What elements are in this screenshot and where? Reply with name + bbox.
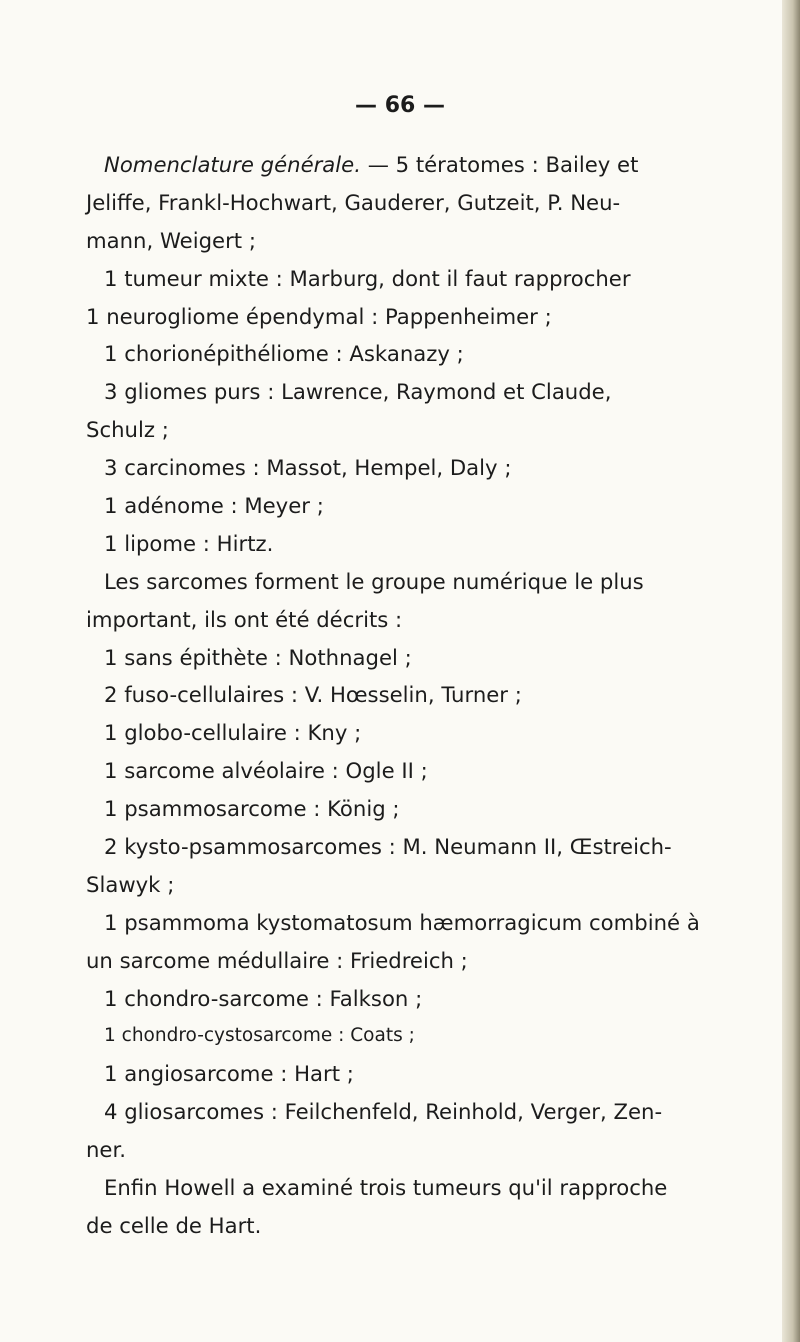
text-line: mann, Weigert ; <box>86 227 256 253</box>
text-line: 1 lipome : Hirtz. <box>104 530 274 556</box>
text-line: Schulz ; <box>86 417 169 443</box>
text-line: 1 sans épithète : Nothnagel ; <box>104 644 412 670</box>
text-line: 3 carcinomes : Massot, Hempel, Daly ; <box>104 455 512 481</box>
text-line: 1 adénome : Meyer ; <box>104 493 324 519</box>
page-edge-shadow <box>782 0 800 1342</box>
text-line: Les sarcomes forment le groupe numérique le plus <box>104 568 644 594</box>
text-line: 1 tumeur mixte : Marburg, dont il faut rapprocher <box>104 265 631 291</box>
line-text: — 5 tératomes : Bailey et <box>360 152 639 177</box>
text-line: 1 sarcome alvéolaire : Ogle II ; <box>104 758 428 784</box>
text-line: 4 gliosarcomes : Feilchenfeld, Reinhold, Verger, Zen- <box>104 1099 663 1125</box>
text-line: 1 chondro-cystosarcome : Coats ; <box>104 1025 415 1047</box>
text-line: Jeliffe, Frankl-Hochwart, Gauderer, Gutzeit, P. Neu- <box>86 189 621 215</box>
text-line <box>86 146 726 184</box>
page-body <box>86 146 726 1245</box>
text-line: un sarcome médullaire : Friedreich ; <box>86 947 468 973</box>
text-line: 2 fuso-cellulaires : V. Hœsselin, Turner ; <box>104 682 522 708</box>
text-line: 1 chorionépithéliome : Askanazy ; <box>104 341 464 367</box>
text-line: 1 chondro-sarcome : Falkson ; <box>104 985 423 1011</box>
text-line: Enfin Howell a examiné trois tumeurs qu'il rapproche <box>104 1175 668 1201</box>
text-line: 2 kysto-psammosarcomes : M. Neumann II, Œstreich- <box>104 834 672 860</box>
section-heading: Nomenclature générale. <box>104 152 361 177</box>
text-line: ner. <box>86 1137 126 1163</box>
text-line: 1 psammosarcome : König ; <box>104 796 400 822</box>
text-line: 1 neurogliome épendymal : Pappenheimer ; <box>86 303 552 329</box>
text-line: Slawyk ; <box>86 871 175 897</box>
page-number: — 66 — <box>355 93 445 118</box>
text-line: 1 angiosarcome : Hart ; <box>104 1061 354 1087</box>
text-line: de celle de Hart. <box>86 1212 262 1238</box>
text-line: important, ils ont été décrits : <box>86 606 403 632</box>
text-line: 1 psammoma kystomatosum hæmorragicum combiné à <box>104 909 700 935</box>
text-line: 1 globo-cellulaire : Kny ; <box>104 720 362 746</box>
text-line: 3 gliomes purs : Lawrence, Raymond et Claude, <box>104 379 612 405</box>
